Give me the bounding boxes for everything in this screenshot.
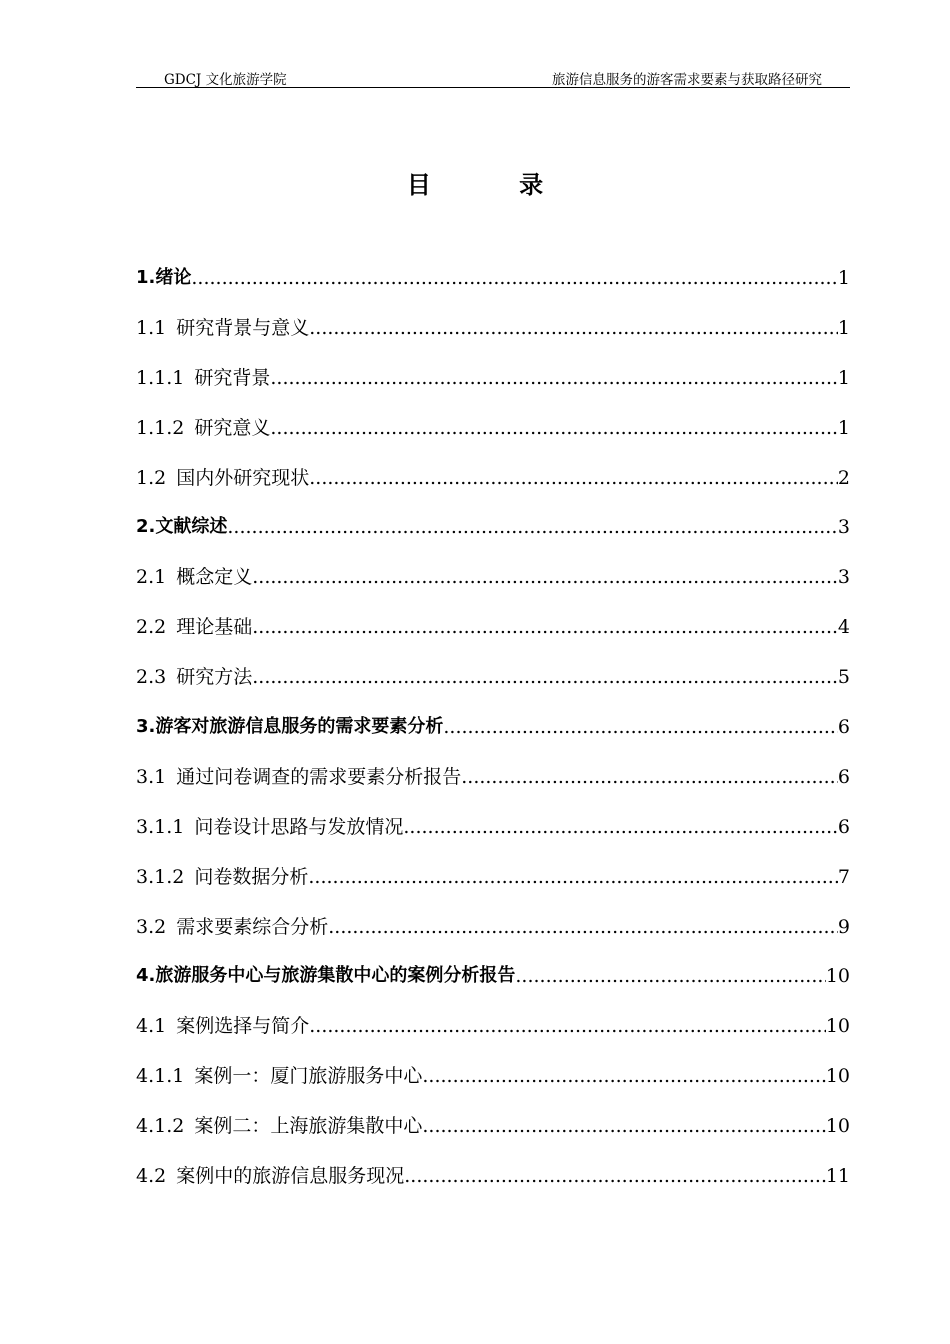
toc-entry-text: 概念定义 bbox=[176, 566, 253, 589]
toc-entry[interactable] bbox=[136, 963, 850, 1013]
toc-entry-text: 案例二：上海旅游集散中心 bbox=[194, 1115, 423, 1138]
header-institution: GDCJ 文化旅游学院 bbox=[164, 72, 287, 88]
toc-entry-text: 案例一：厦门旅游服务中心 bbox=[194, 1065, 423, 1088]
toc-leader-dots bbox=[443, 714, 838, 740]
toc-entry[interactable] bbox=[136, 764, 850, 814]
toc-entry-label bbox=[136, 315, 309, 341]
toc-entry-page: 10 bbox=[825, 1015, 850, 1038]
toc-entry-page: 2 bbox=[837, 466, 850, 489]
toc-entry-label bbox=[136, 1113, 422, 1139]
toc-entry-text: 研究背景 bbox=[194, 366, 271, 389]
toc-entry-text: 案例选择与简介 bbox=[176, 1015, 310, 1038]
toc-entry-page: 6 bbox=[837, 765, 850, 788]
toc-entry-label bbox=[136, 714, 443, 740]
toc-entry-number: 4.2 bbox=[136, 1165, 167, 1188]
toc-entry[interactable] bbox=[136, 564, 850, 614]
toc-entry[interactable] bbox=[136, 814, 850, 864]
toc-entry-number: 4.1.2 bbox=[136, 1115, 185, 1138]
toc-entry-page: 1 bbox=[837, 366, 850, 389]
toc-leader-dots bbox=[309, 315, 838, 341]
toc-entry-number: 1.1 bbox=[136, 316, 167, 339]
page-title: 目 录 bbox=[406, 171, 584, 199]
toc-entry-number: 1.1.2 bbox=[136, 416, 185, 439]
toc-entry-page: 6 bbox=[837, 716, 850, 739]
toc-entry-number: 2.3 bbox=[136, 666, 167, 689]
table-of-contents bbox=[136, 265, 850, 1213]
toc-leader-dots bbox=[227, 514, 838, 540]
toc-entry-page: 1 bbox=[837, 416, 850, 439]
toc-entry-page: 6 bbox=[837, 815, 850, 838]
toc-entry-page: 3 bbox=[837, 516, 850, 539]
toc-entry-number: 4. bbox=[136, 965, 156, 987]
toc-entry-text: 需求要素综合分析 bbox=[176, 915, 329, 938]
toc-leader-dots bbox=[308, 864, 838, 890]
toc-leader-dots bbox=[252, 614, 838, 640]
toc-entry[interactable] bbox=[136, 864, 850, 914]
toc-entry-number: 4.1 bbox=[136, 1015, 167, 1038]
toc-entry-label bbox=[136, 564, 252, 590]
toc-entry[interactable] bbox=[136, 614, 850, 664]
toc-leader-dots bbox=[328, 914, 838, 940]
toc-entry-text: 游客对旅游信息服务的需求要素分析 bbox=[155, 716, 444, 738]
toc-entry-label bbox=[136, 914, 328, 940]
toc-entry[interactable] bbox=[136, 365, 850, 415]
toc-entry-text: 研究背景与意义 bbox=[176, 316, 310, 339]
toc-entry-number: 1.1.1 bbox=[136, 366, 185, 389]
toc-entry-label bbox=[136, 415, 270, 441]
toc-entry-text: 案例中的旅游信息服务现况 bbox=[176, 1165, 405, 1188]
toc-entry-page: 10 bbox=[825, 1115, 850, 1138]
toc-leader-dots bbox=[270, 365, 838, 391]
toc-entry-number: 2. bbox=[136, 516, 156, 538]
toc-entry-label bbox=[136, 465, 309, 491]
toc-entry-page: 5 bbox=[837, 666, 850, 689]
toc-entry-text: 国内外研究现状 bbox=[176, 466, 310, 489]
toc-entry-number: 3.1.2 bbox=[136, 865, 185, 888]
toc-entry-label bbox=[136, 265, 191, 291]
toc-entry-page: 10 bbox=[825, 965, 850, 988]
toc-entry-label bbox=[136, 963, 515, 989]
toc-entry-text: 文献综述 bbox=[155, 516, 228, 538]
toc-leader-dots bbox=[461, 764, 838, 790]
toc-leader-dots bbox=[515, 963, 825, 989]
toc-entry-text: 绪论 bbox=[155, 267, 192, 288]
toc-entry-number: 2.1 bbox=[136, 566, 167, 589]
toc-entry-text: 旅游服务中心与旅游集散中心的案例分析报告 bbox=[155, 965, 516, 987]
toc-entry[interactable] bbox=[136, 1063, 850, 1113]
toc-entry-label bbox=[136, 514, 227, 540]
toc-entry-number: 3.1.1 bbox=[136, 815, 185, 838]
toc-entry-text: 研究意义 bbox=[194, 416, 271, 439]
toc-entry-page: 7 bbox=[837, 865, 850, 888]
toc-entry[interactable] bbox=[136, 465, 850, 515]
toc-entry-number: 1.2 bbox=[136, 466, 167, 489]
toc-entry-label bbox=[136, 664, 252, 690]
toc-leader-dots bbox=[404, 1163, 826, 1189]
toc-entry-page: 9 bbox=[837, 915, 850, 938]
toc-entry[interactable] bbox=[136, 664, 850, 714]
toc-entry-label bbox=[136, 1163, 404, 1189]
toc-entry[interactable] bbox=[136, 514, 850, 564]
toc-entry[interactable] bbox=[136, 914, 850, 964]
toc-entry-label bbox=[136, 814, 403, 840]
toc-entry-text: 研究方法 bbox=[176, 666, 253, 689]
toc-leader-dots bbox=[422, 1063, 825, 1089]
toc-entry-number: 3.1 bbox=[136, 765, 167, 788]
toc-leader-dots bbox=[270, 415, 838, 441]
header-thesis-title: 旅游信息服务的游客需求要素与获取路径研究 bbox=[552, 72, 822, 88]
toc-entry-page: 4 bbox=[837, 616, 850, 639]
toc-entry[interactable] bbox=[136, 1113, 850, 1163]
toc-entry-label bbox=[136, 614, 252, 640]
toc-leader-dots bbox=[252, 664, 838, 690]
toc-entry[interactable] bbox=[136, 1163, 850, 1213]
toc-entry[interactable] bbox=[136, 714, 850, 764]
toc-entry[interactable] bbox=[136, 1013, 850, 1063]
toc-entry-text: 问卷数据分析 bbox=[194, 865, 309, 888]
toc-entry-page: 11 bbox=[825, 1165, 850, 1188]
toc-entry[interactable] bbox=[136, 265, 850, 315]
toc-entry-label bbox=[136, 1063, 422, 1089]
toc-entry-label bbox=[136, 764, 461, 790]
toc-entry-page: 1 bbox=[837, 267, 850, 289]
toc-leader-dots bbox=[191, 265, 838, 291]
page-header bbox=[136, 66, 850, 88]
toc-leader-dots bbox=[252, 564, 838, 590]
toc-entry-label bbox=[136, 1013, 309, 1039]
toc-entry[interactable] bbox=[136, 415, 850, 465]
toc-entry-number: 3.2 bbox=[136, 915, 167, 938]
toc-leader-dots bbox=[309, 465, 838, 491]
toc-entry-page: 1 bbox=[837, 316, 850, 339]
toc-entry-text: 理论基础 bbox=[176, 616, 253, 639]
toc-leader-dots bbox=[309, 1013, 826, 1039]
toc-entry-number: 3. bbox=[136, 716, 156, 738]
toc-entry[interactable] bbox=[136, 315, 850, 365]
toc-entry-number: 4.1.1 bbox=[136, 1065, 185, 1088]
toc-entry-text: 问卷设计思路与发放情况 bbox=[194, 815, 404, 838]
toc-entry-label bbox=[136, 864, 308, 890]
toc-entry-label bbox=[136, 365, 270, 391]
toc-entry-number: 1. bbox=[136, 267, 156, 288]
toc-entry-page: 10 bbox=[825, 1065, 850, 1088]
toc-leader-dots bbox=[422, 1113, 825, 1139]
toc-leader-dots bbox=[403, 814, 838, 840]
toc-entry-number: 2.2 bbox=[136, 616, 167, 639]
toc-entry-page: 3 bbox=[837, 566, 850, 589]
toc-entry-text: 通过问卷调查的需求要素分析报告 bbox=[176, 765, 462, 788]
